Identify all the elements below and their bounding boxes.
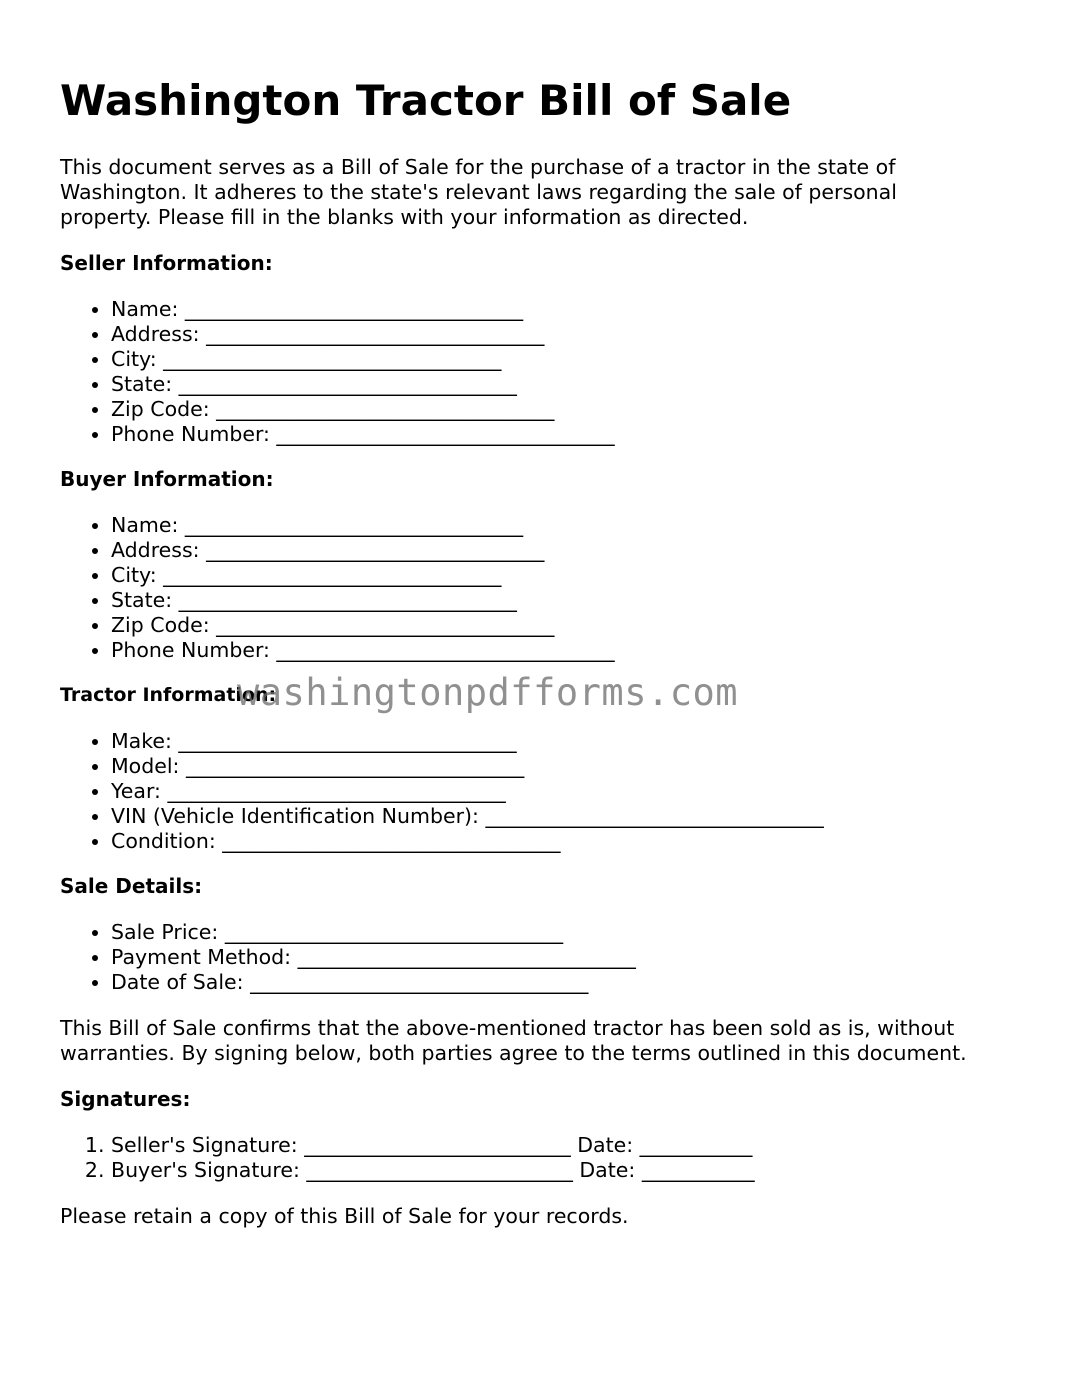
confirmation-paragraph: This Bill of Sale confirms that the above-mentioned tractor has been sold as is, without warranties. By signing below, both parties agree to the terms outlined in this document. bbox=[60, 1016, 967, 1065]
tractor-year-field: • Year: _________________________________ bbox=[111, 779, 824, 804]
sale-heading: Sale Details: bbox=[60, 874, 203, 898]
seller-fields bbox=[60, 297, 615, 447]
buyer-name-field: • Name: _________________________________ bbox=[111, 513, 615, 538]
buyer-city-field: • City: _________________________________ bbox=[111, 563, 615, 588]
buyer-heading: Buyer Information: bbox=[60, 467, 274, 491]
seller-state-field: • State: _________________________________ bbox=[111, 372, 615, 397]
payment-method-field: • Payment Method: _________________________________ bbox=[111, 945, 636, 970]
seller-heading: Seller Information: bbox=[60, 251, 273, 275]
buyer-phone-field: • Phone Number: _________________________________ bbox=[111, 638, 615, 663]
buyer-fields bbox=[60, 513, 615, 663]
buyer-signature-line: 2. Buyer's Signature: __________________________ Date: ___________ bbox=[111, 1158, 755, 1183]
document-title: Washington Tractor Bill of Sale bbox=[60, 76, 792, 125]
seller-address-field: • Address: _________________________________ bbox=[111, 322, 615, 347]
signatures-heading: Signatures: bbox=[60, 1087, 191, 1111]
tractor-heading: Tractor Information: bbox=[60, 684, 277, 706]
buyer-state-field: • State: _________________________________ bbox=[111, 588, 615, 613]
seller-zip-field: • Zip Code: _________________________________ bbox=[111, 397, 615, 422]
tractor-model-field: • Model: _________________________________ bbox=[111, 754, 824, 779]
sale-price-field: • Sale Price: _________________________________ bbox=[111, 920, 636, 945]
sale-fields bbox=[60, 920, 636, 995]
tractor-make-field: • Make: _________________________________ bbox=[111, 729, 824, 754]
tractor-fields bbox=[60, 729, 824, 854]
date-of-sale-field: • Date of Sale: _________________________________ bbox=[111, 970, 636, 995]
intro-paragraph: This document serves as a Bill of Sale for the purchase of a tractor in the state of Washington. It adheres to the state's relevant laws regarding the sale of personal property. Please fill in the blanks with your information as directed. bbox=[60, 155, 897, 229]
tractor-vin-field: • VIN (Vehicle Identification Number): _________________________________ bbox=[111, 804, 824, 829]
seller-city-field: • City: _________________________________ bbox=[111, 347, 615, 372]
tractor-condition-field: • Condition: _________________________________ bbox=[111, 829, 824, 854]
signature-lines bbox=[60, 1133, 755, 1183]
buyer-zip-field: • Zip Code: _________________________________ bbox=[111, 613, 615, 638]
buyer-address-field: • Address: _________________________________ bbox=[111, 538, 615, 563]
watermark-text: washingtonpdfforms.com bbox=[237, 671, 739, 714]
seller-phone-field: • Phone Number: _________________________________ bbox=[111, 422, 615, 447]
seller-signature-line: 1. Seller's Signature: __________________________ Date: ___________ bbox=[111, 1133, 755, 1158]
closing-note: Please retain a copy of this Bill of Sale for your records. bbox=[60, 1204, 629, 1228]
seller-name-field: • Name: _________________________________ bbox=[111, 297, 615, 322]
